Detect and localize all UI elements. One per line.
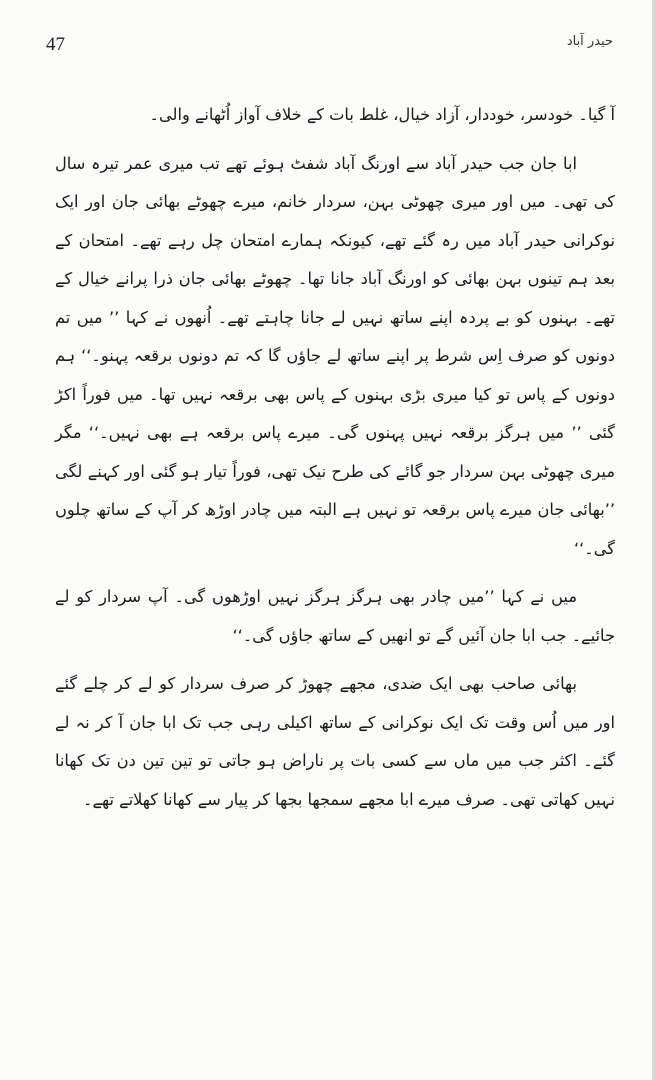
running-header-title: حیدر آباد xyxy=(566,34,613,49)
paragraph-2: ابا جان جب حیدر آباد سے اورنگ آباد شفٹ ہوئے تھے تب میری عمر تیرہ سال کی تھی۔ میں اور میری چھوٹی بہن، سردار خانم، میرے چھوٹے بھائی جان اور ایک نوکرانی حیدر آباد میں رہ گئے تھے، کیونکہ ہمارے امتحان چل رہے تھے۔ امتحان کے بعد ہم تینوں بہن بھائی کو اورنگ آباد جانا تھا۔ چھوٹے بھائی جان ذرا پرانے خیال کے تھے۔ بہنوں کو بے پردہ اپنے ساتھ نہیں لے جانا چاہتے تھے۔ اُنھوں نے کہا ’’ میں تم دونوں کو صرف اِس شرط پر اپنے ساتھ لے جاؤں گا کہ تم دونوں برقعہ پہنو۔‘‘ ہم دونوں کے پاس تو کیا میری بڑی بہنوں کے پاس بھی برقعہ نہیں تھا۔ میں فوراً اکڑ گئی ’’ میں ہرگز برقعہ نہیں پہنوں گی۔ میرے پاس برقعہ ہے بھی نہیں۔‘‘ مگر میری چھوٹی بہن سردار جو گائے کی طرح نیک تھی، فوراً تیار ہو گئی اور کہنے لگی ’’بھائی جان میرے پاس برقعہ تو نہیں ہے البتہ میں چادر اوڑھ کر آپ کے ساتھ چلوں گی۔‘‘ xyxy=(55,153,615,558)
body-text xyxy=(55,96,615,819)
paragraph-4: بھائی صاحب بھی ایک ضدی، مجھے چھوڑ کر صرف سردار کو لے کر چلے گئے اور میں اُس وقت تک ایک نوکرانی کے ساتھ اکیلی رہی جب تک ابا جان آ کر نہ لے گئے۔ اکثر جب میں ماں سے کسی بات پر ناراض ہو جاتی تو تین تین دن تک کھانا نہیں کھاتی تھی۔ صرف میرے ابا مجھے سمجھا بجھا کر پیار سے کھانا کھلاتے تھے۔ xyxy=(55,674,615,809)
paragraph-3: میں نے کہا ’’میں چادر بھی ہرگز ہرگز نہیں اوڑھوں گی۔ آپ سردار کو لے جائیے۔ جب ابا جان آئیں گے تو انھیں کے ساتھ جاؤں گی۔‘‘ xyxy=(55,587,615,645)
paragraph-1: آ گیا۔ خودسر، خوددار، آزاد خیال، غلط بات کے خلاف آواز اُٹھانے والی۔ xyxy=(149,105,615,124)
page-number: 47 xyxy=(46,34,65,55)
